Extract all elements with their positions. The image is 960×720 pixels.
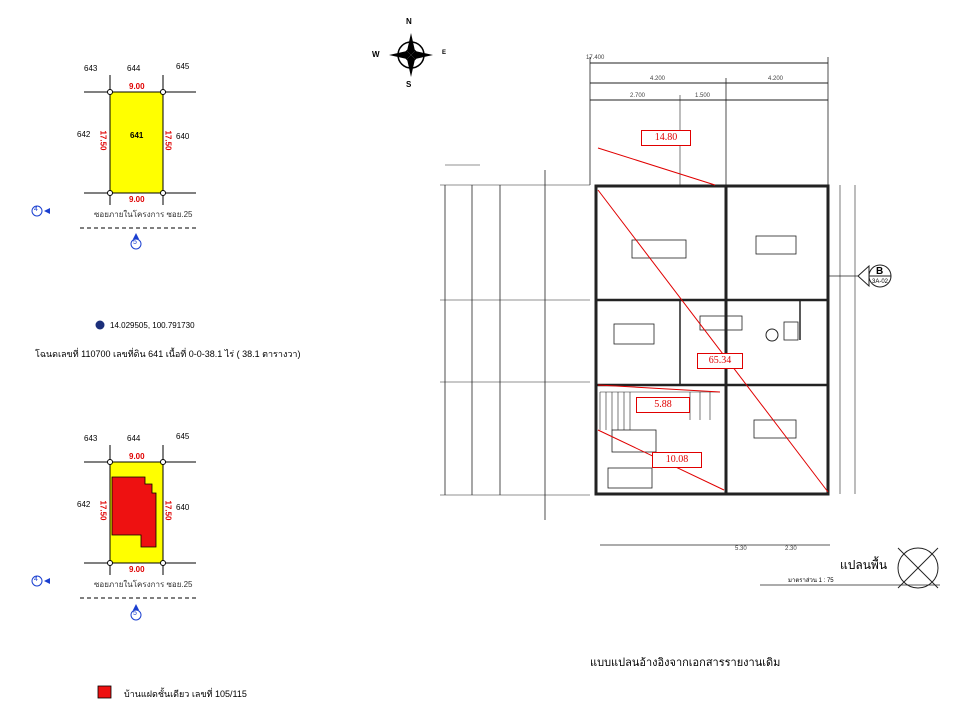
- road-note: ซอยภายในโครงการ ซอย.25: [94, 210, 193, 219]
- fp-dim-b: 4.200: [768, 76, 784, 82]
- marker-5-b: 5: [133, 610, 137, 617]
- lot-641: 641: [130, 131, 144, 140]
- lot-645: 645: [176, 62, 190, 71]
- lot-642-b: 642: [77, 500, 91, 509]
- plan-scale: มาตราส่วน 1 : 75: [788, 578, 834, 584]
- caption: แบบแปลนอ้างอิงจากเอกสารรายงานเดิม: [590, 657, 781, 669]
- fp-dim-c: 2.700: [630, 93, 646, 99]
- fp-dim-top: 17.400: [586, 55, 605, 61]
- lot-644-b: 644: [127, 434, 141, 443]
- measure-65-34: 65.34: [697, 353, 743, 369]
- fp-dim-a: 4.200: [650, 76, 666, 82]
- section-marker: B: [876, 266, 884, 277]
- marker-4: 4: [34, 206, 38, 213]
- compass-w: W: [372, 50, 380, 59]
- deed-text: โฉนดเลขที่ 110700 เลขที่ดิน 641 เนื้อที่ 0-0-38.1 ไร่ ( 38.1 ตารางวา): [35, 349, 301, 359]
- marker-5: 5: [133, 239, 137, 246]
- compass-n: N: [406, 17, 412, 26]
- plan-title: แปลนพื้น: [840, 558, 888, 572]
- dim-left: 17.50: [98, 130, 108, 151]
- dim-top-b: 9.00: [129, 452, 145, 461]
- site-plan-bottom: [32, 445, 196, 620]
- dim-bottom-b: 9.00: [129, 565, 145, 574]
- compass-e: E: [442, 50, 447, 56]
- marker-4-b: 4: [34, 576, 38, 583]
- lot-642: 642: [77, 130, 91, 139]
- lot-645-b: 645: [176, 432, 190, 441]
- dim-top: 9.00: [129, 82, 145, 91]
- lot-644: 644: [127, 64, 141, 73]
- compass-icon: [389, 33, 433, 77]
- fp-dim-d: 1.500: [695, 93, 711, 99]
- section-ref: 3A-02: [872, 279, 889, 285]
- measurement-lines: [598, 148, 828, 492]
- lot-643: 643: [84, 64, 98, 73]
- road-note-b: ซอยภายในโครงการ ซอย.25: [94, 580, 193, 589]
- dim-bottom: 9.00: [129, 195, 145, 204]
- measure-14-80: 14.80: [641, 130, 691, 146]
- fp-dim-bottom-1: 5.30: [735, 546, 747, 552]
- dim-right: 17.50: [163, 130, 173, 151]
- site-plan-top: [32, 75, 196, 249]
- legend-label: บ้านแฝดชั้นเดียว เลขที่ 105/115: [124, 689, 247, 699]
- measure-5-88: 5.88: [636, 397, 690, 413]
- location-dot-icon: [96, 321, 105, 330]
- compass-s: S: [406, 80, 412, 89]
- dim-right-b: 17.50: [163, 500, 173, 521]
- lot-640: 640: [176, 132, 190, 141]
- dim-left-b: 17.50: [98, 500, 108, 521]
- coordinates: 14.029505, 100.791730: [110, 321, 195, 330]
- lot-643-b: 643: [84, 434, 98, 443]
- measure-10-08: 10.08: [652, 452, 702, 468]
- fp-dim-bottom-2: 2.30: [785, 546, 797, 552]
- lot-640-b: 640: [176, 503, 190, 512]
- legend-swatch: [98, 686, 111, 698]
